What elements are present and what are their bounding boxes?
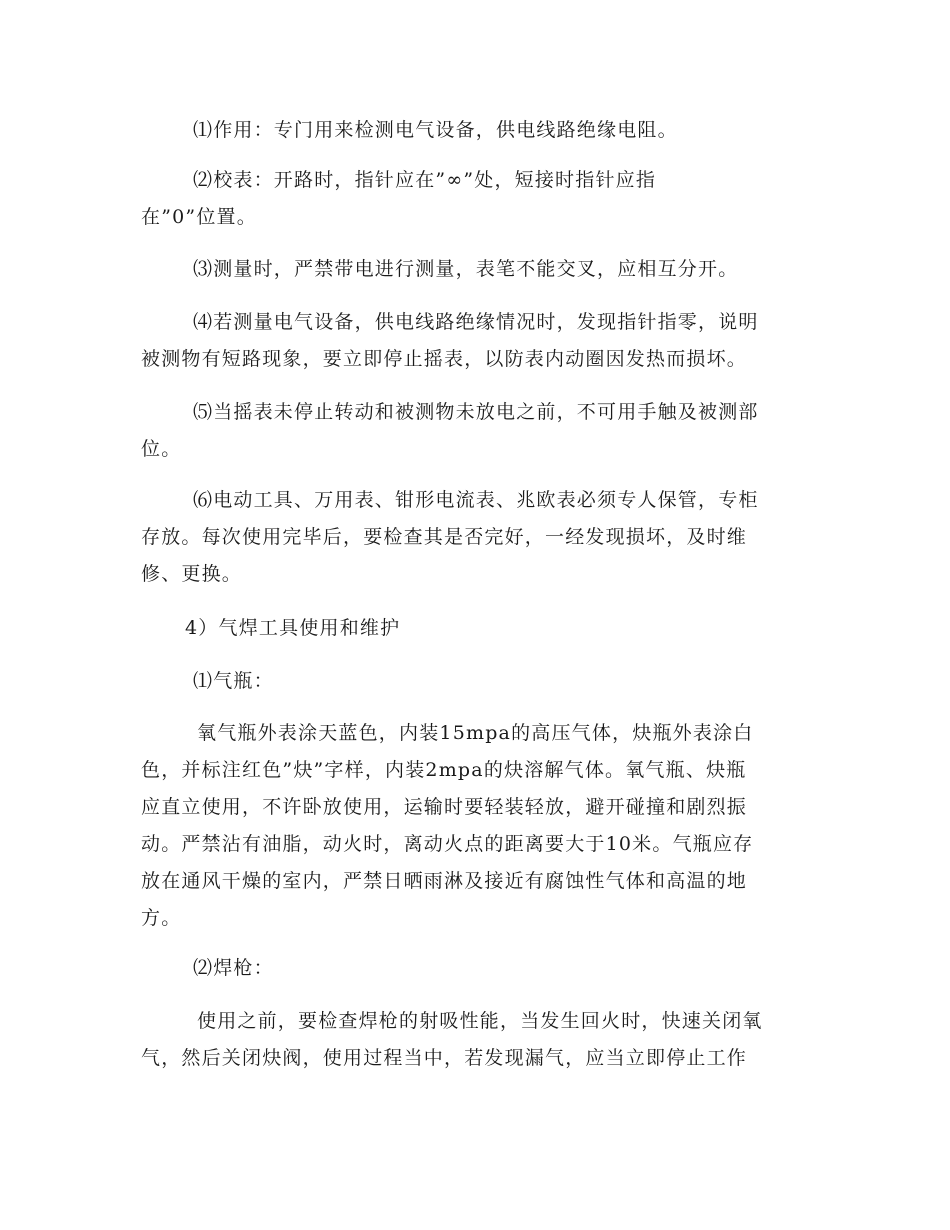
paragraph-line: 4）气焊工具使用和维护: [185, 617, 401, 639]
paragraph-line: ⑵校表：开路时，指针应在”∞”处，短接时指针应指: [193, 169, 657, 191]
paragraph-line: 应直立使用，不许卧放使用，运输时要轻装轻放，避开碰撞和剧烈振: [141, 796, 748, 818]
paragraph-line: 被测物有短路现象，要立即停止摇表，以防表内动圈因发热而损坏。: [141, 348, 748, 370]
paragraph-line: 放在通风干燥的室内，严禁日晒雨淋及接近有腐蚀性气体和高温的地: [141, 870, 748, 892]
paragraph-line: 动。严禁沾有油脂，动火时，离动火点的距离要大于10米。气瓶应存: [141, 833, 754, 855]
paragraph-line: 在”0”位置。: [141, 206, 257, 228]
paragraph-line: ⑹电动工具、万用表、钳形电流表、兆欧表必须专人保管，专柜: [193, 489, 759, 511]
paragraph-4: [141, 304, 811, 378]
subheading-gas-cylinder: [141, 663, 811, 700]
paragraph-welding-torch: [141, 1003, 811, 1077]
paragraph-5: [141, 394, 811, 468]
paragraph-1: [141, 112, 811, 149]
paragraph-line: ⑷若测量电气设备，供电线路绝缘情况时，发现指针指零，说明: [193, 311, 759, 333]
subheading-welding-torch: [141, 950, 811, 987]
paragraph-line: 位。: [141, 438, 182, 460]
paragraph-line: 使用之前，要检查焊枪的射吸性能，当发生回火时，快速关闭氧: [197, 1010, 763, 1032]
paragraph-line: 氧气瓶外表涂天蓝色，内装15mpa的高压气体，炔瓶外表涂白: [197, 722, 754, 744]
paragraph-line: ⑵焊枪：: [193, 957, 274, 979]
section-heading: [141, 610, 811, 647]
paragraph-line: ⑶测量时，严禁带电进行测量，表笔不能交叉，应相互分开。: [193, 258, 739, 280]
paragraph-line: 方。: [141, 907, 182, 929]
paragraph-line: 色，并标注红色”炔”字样，内装2mpa的炔溶解气体。氧气瓶、炔瓶: [141, 759, 747, 781]
paragraph-2: [141, 162, 811, 236]
paragraph-3: [141, 251, 811, 288]
paragraph-line: ⑴气瓶：: [193, 670, 274, 692]
paragraph-gas-cylinder: [141, 715, 811, 937]
paragraph-line: ⑸当摇表未停止转动和被测物未放电之前，不可用手触及被测部: [193, 401, 759, 423]
paragraph-line: 气，然后关闭炔阀，使用过程当中，若发现漏气，应当立即停止工作: [141, 1047, 748, 1069]
paragraph-line: 存放。每次使用完毕后，要检查其是否完好，一经发现损坏，及时维: [141, 526, 748, 548]
paragraph-line: ⑴作用：专门用来检测电气设备，供电线路绝缘电阻。: [193, 119, 678, 141]
paragraph-6: [141, 482, 811, 593]
paragraph-line: 修、更换。: [141, 563, 243, 585]
